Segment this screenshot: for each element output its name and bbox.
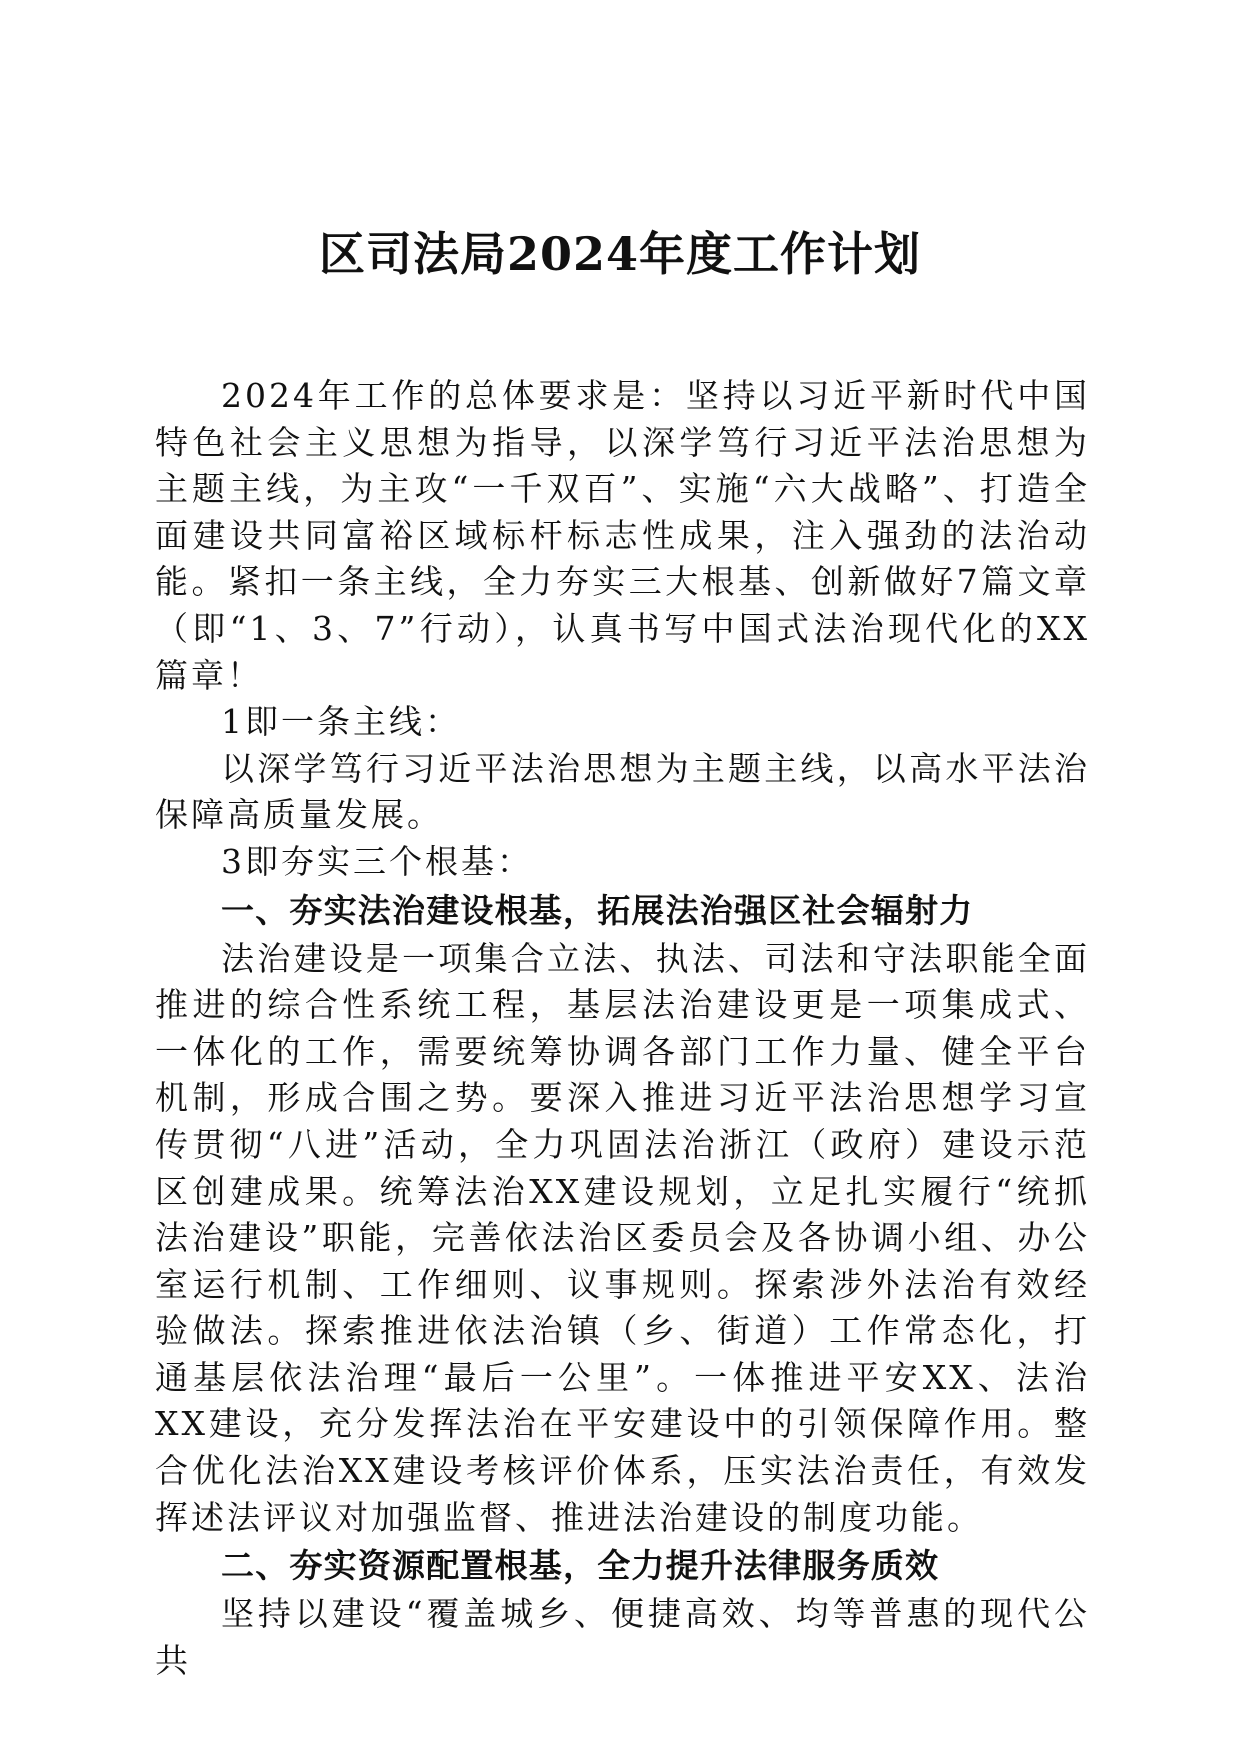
paragraph-general-requirements: 2024年工作的总体要求是：坚持以习近平新时代中国特色社会主义思想为指导，以深学笃行习近平法治思想为主题主线，为主攻“一千双百”、实施“六大战略”、打造全面建设共同富裕区域标杆标志性成果，注入强劲的法治动能。紧扣一条主线，全力夯实三大根基、创新做好7篇文章（即“1、3、7”行动），认真书写中国式法治现代化的XX篇章！ bbox=[155, 376, 1090, 695]
paragraph-rule-of-law-construction: 法治建设是一项集合立法、执法、司法和守法职能全面推进的综合性系统工程，基层法治建设更是一项集成式、一体化的工作，需要统筹协调各部门工作力量、健全平台机制，形成合围之势。要深入推进习近平法治思想学习宣传贯彻“八进”活动，全力巩固法治浙江（政府）建设示范区创建成果。统筹法治XX建设规划，立足扎实履行“统抓法治建设”职能，完善依法治区委员会及各协调小组、办公室运行机制、工作细则、议事规则。探索涉外法治有效经验做法。探索推进依法治镇（乡、街道）工作常态化，打通基层依法治理“最后一公里”。一体推进平安XX、法治XX建设，充分发挥法治在平安建设中的引领保障作用。整合优化法治XX建设考核评价体系，压实法治责任，有效发挥述法评议对加强监督、推进法治建设的制度功能。 bbox=[155, 938, 1090, 1537]
paragraph-legal-services: 坚持以建设“覆盖城乡、便捷高效、均等普惠的现代公共 bbox=[155, 1594, 1090, 1680]
document-title: 区司法局2024年度工作计划 bbox=[318, 227, 922, 281]
paragraph-main-line-content: 以深学笃行习近平法治思想为主题主线，以高水平法治保障高质量发展。 bbox=[155, 748, 1090, 835]
paragraph-one-main-line: 1即一条主线： bbox=[221, 702, 461, 742]
section-heading-2: 二、夯实资源配置根基，全力提升法律服务质效 bbox=[221, 1546, 940, 1586]
paragraph-three-foundations: 3即夯实三个根基： bbox=[221, 841, 533, 881]
section-heading-1: 一、夯实法治建设根基，拓展法治强区社会辐射力 bbox=[221, 890, 974, 930]
document-body bbox=[155, 373, 1090, 1684]
